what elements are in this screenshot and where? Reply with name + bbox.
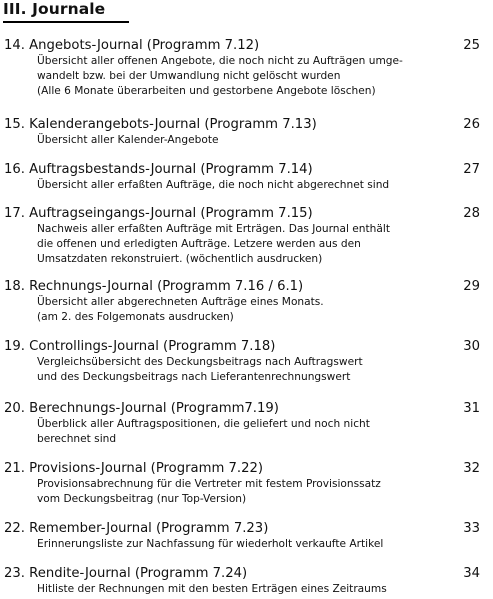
entry-page-number: 32 [463, 461, 480, 476]
entry-description [37, 417, 370, 447]
entry-page-number: 28 [463, 206, 480, 221]
description-line: Nachweis aller erfaßten Aufträge mit Erträgen. Das Journal enthält [37, 223, 390, 235]
entry-page-number: 30 [463, 339, 480, 354]
entry-description [37, 222, 390, 267]
entry-title: 21. Provisions-Journal (Programm 7.22) [4, 461, 264, 476]
entry-page-number: 29 [463, 279, 480, 294]
entry-description [37, 295, 324, 325]
entry-description [37, 582, 387, 597]
entry-description [37, 537, 383, 552]
description-line: Übersicht aller abgerechneten Aufträge eines Monats. [37, 296, 324, 308]
entry-title: 23. Rendite-Journal (Programm 7.24) [4, 566, 248, 581]
entry-description [37, 477, 381, 507]
description-line: (Alle 6 Monate überarbeiten und gestorbene Angebote löschen) [37, 85, 376, 97]
entry-description [37, 133, 219, 148]
entry-title: 15. Kalenderangebots-Journal (Programm 7.13) [4, 117, 317, 132]
description-line: Überblick aller Auftragspositionen, die geliefert und noch nicht [37, 418, 370, 430]
description-line: Hitliste der Rechnungen mit den besten Erträgen eines Zeitraums [37, 583, 387, 595]
description-line: wandelt bzw. bei der Umwandlung nicht gelöscht wurden [37, 70, 341, 82]
description-line: vom Deckungsbeitrag (nur Top-Version) [37, 493, 247, 505]
entry-title: 19. Controllings-Journal (Programm 7.18) [4, 339, 276, 354]
description-line: und des Deckungsbeitrags nach Lieferantenrechnungswert [37, 371, 351, 383]
description-line: (am 2. des Folgemonats ausdrucken) [37, 311, 234, 323]
entry-page-number: 33 [463, 521, 480, 536]
entry-title: 20. Berechnungs-Journal (Programm7.19) [4, 401, 279, 416]
description-line: die offenen und erledigten Aufträge. Letzere werden aus den [37, 238, 361, 250]
entry-page-number: 31 [463, 401, 480, 416]
entry-page-number: 27 [463, 162, 480, 177]
description-line: Provisionsabrechnung für die Vertreter mit festem Provisionssatz [37, 478, 381, 490]
description-line: Übersicht aller Kalender-Angebote [37, 134, 219, 146]
description-line: Umsatzdaten rekonstruiert. (wöchentlich ausdrucken) [37, 253, 323, 265]
heading-underline [3, 21, 129, 23]
entry-page-number: 26 [463, 117, 480, 132]
description-line: Erinnerungsliste zur Nachfassung für wiederholt verkaufte Artikel [37, 538, 384, 550]
entry-page-number: 25 [463, 38, 480, 53]
entry-page-number: 34 [463, 566, 480, 581]
entry-title: 22. Remember-Journal (Programm 7.23) [4, 521, 269, 536]
description-line: Vergleichsübersicht des Deckungsbeitrags nach Auftragswert [37, 356, 363, 368]
entry-title: 14. Angebots-Journal (Programm 7.12) [4, 38, 260, 53]
entry-title: 17. Auftragseingangs-Journal (Programm 7.15) [4, 206, 313, 221]
entry-description [37, 54, 403, 99]
entry-title: 16. Auftragsbestands-Journal (Programm 7.14) [4, 162, 313, 177]
entry-description [37, 178, 389, 193]
section-heading: III. Journale [3, 0, 106, 18]
entry-description [37, 355, 363, 385]
description-line: berechnet sind [37, 433, 117, 445]
entry-title: 18. Rechnungs-Journal (Programm 7.16 / 6.1) [4, 279, 304, 294]
description-line: Übersicht aller erfaßten Aufträge, die noch nicht abgerechnet sind [37, 179, 390, 191]
description-line: Übersicht aller offenen Angebote, die noch nicht zu Aufträgen umge- [37, 55, 403, 67]
